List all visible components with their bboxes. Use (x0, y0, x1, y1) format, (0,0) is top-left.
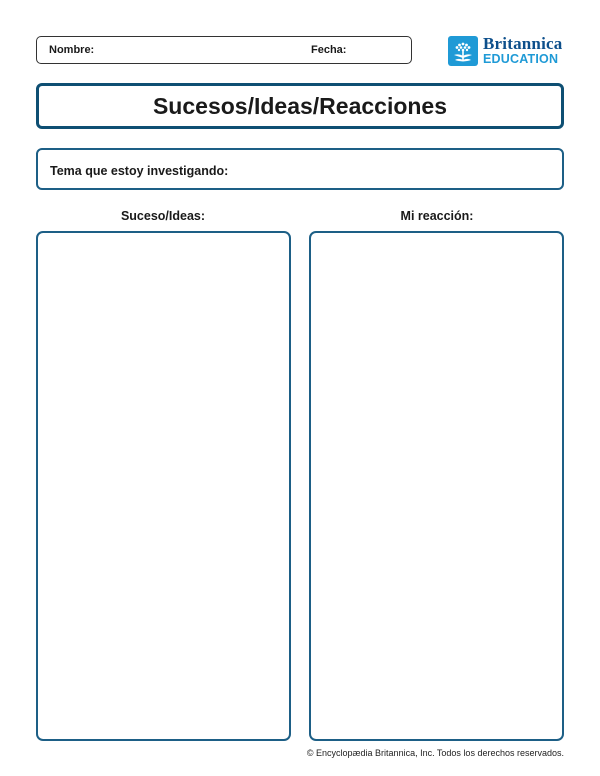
britannica-logo (448, 36, 566, 68)
reaction-column-heading: Mi reacción: (400, 209, 474, 223)
name-date-box (36, 36, 412, 64)
copyright-footer: © Encyclopædia Britannica, Inc. Todos los derechos reservados. (306, 748, 564, 758)
topic-box[interactable] (36, 148, 564, 190)
page-title: Sucesos/Ideas/Reacciones (152, 93, 448, 119)
name-label: Nombre: (49, 44, 95, 56)
topic-label: Tema que estoy investigando: (50, 164, 229, 178)
date-label: Fecha: (311, 44, 347, 56)
events-column-heading: Suceso/Ideas: (120, 209, 206, 223)
logo-brand-text: Britannica (483, 34, 563, 53)
title-box (36, 83, 564, 129)
events-writing-box[interactable] (36, 231, 291, 741)
logo-sub-text: EDUCATION (483, 52, 559, 66)
thistle-icon (448, 36, 478, 66)
reaction-writing-box[interactable] (309, 231, 564, 741)
